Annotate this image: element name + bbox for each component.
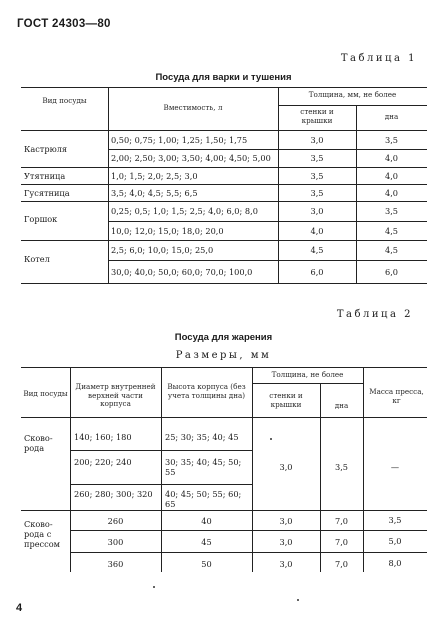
- table2-type: Сково-рода: [24, 433, 53, 453]
- table1-capacity: 10,0; 12,0; 15,0; 18,0; 20,0: [111, 226, 224, 236]
- table2-height: 40; 45; 50; 55; 60; 65: [165, 489, 242, 509]
- table2-mass: —: [390, 462, 400, 472]
- table1-bottom: 3,5: [384, 206, 399, 216]
- table2-bottom: 7,0: [334, 537, 349, 547]
- table2-diameter: 140; 160; 180: [74, 432, 132, 442]
- table2-header-height: Высота корпуса (без учета толщины дна): [167, 382, 246, 400]
- table2-header-bottom: дна: [334, 401, 349, 410]
- table2-bottom: 7,0: [334, 516, 349, 526]
- table2-walls: 3,0: [279, 537, 293, 547]
- table2-title: Посуда для жарения: [174, 332, 273, 343]
- table1-bottom: 4,0: [384, 171, 399, 181]
- table2-diameter: 260: [107, 516, 124, 526]
- table1-capacity: 0,50; 0,75; 1,00; 1,25; 1,50; 1,75: [111, 135, 248, 145]
- table1-walls: 4,5: [310, 245, 324, 255]
- table1-type: Утятница: [24, 171, 66, 181]
- table1-bottom: 4,0: [384, 153, 399, 163]
- table1-header-type: Вид посуды: [42, 96, 87, 105]
- table1-type: Котел: [24, 254, 50, 264]
- table1-type: Кастрюля: [24, 144, 68, 154]
- table1-header-capacity: Вместимость, л: [163, 103, 223, 112]
- table2-bottom: 7,0: [334, 559, 349, 569]
- table2-walls: 3,0: [279, 559, 293, 569]
- table2-header-thickness: Толщина, не более: [271, 370, 344, 379]
- table2-mass: 8,0: [388, 558, 402, 568]
- table2-height: 50: [201, 559, 212, 569]
- table2-mass: 3,5: [388, 515, 402, 525]
- table1-header-bottom: дна: [384, 112, 399, 121]
- table1-capacity: 2,5; 6,0; 10,0; 15,0; 25,0: [111, 245, 214, 255]
- table1-walls: 3,5: [310, 188, 324, 198]
- table1-capacity: 2,00; 2,50; 3,00; 3,50; 4,00; 4,50; 5,00: [111, 153, 271, 163]
- table1-title: Посуда для варки и тушения: [155, 72, 292, 83]
- table2-height: 25; 30; 35; 40; 45: [165, 432, 239, 442]
- table1-walls: 6,0: [310, 267, 324, 277]
- table1-header-walls: стенки и крышки: [300, 107, 334, 125]
- table2-diameter: 200; 220; 240: [74, 457, 132, 467]
- table1-capacity: 30,0; 40,0; 50,0; 60,0; 70,0; 100,0: [111, 267, 253, 277]
- table1-walls: 3,5: [310, 171, 324, 181]
- table2-header-mass: Масса пресса, кг: [369, 387, 424, 405]
- table2-type: Сково-рода с прессом: [24, 519, 61, 549]
- table2-diameter: 300: [107, 537, 124, 547]
- table1-bottom: 6,0: [384, 267, 399, 277]
- table1-type: Гусятница: [24, 188, 70, 198]
- table1-bottom: 4,5: [384, 226, 399, 236]
- table2-header-diameter: Диаметр внутренней верхней части корпуса: [75, 382, 156, 408]
- table1-capacity: 1,0; 1,5; 2,0; 2,5; 3,0: [111, 171, 198, 181]
- table2-subtitle: Размеры, мм: [175, 350, 272, 361]
- table1-label: Таблица 1: [340, 53, 417, 64]
- table2-header-walls: стенки и крышки: [269, 391, 303, 409]
- table1-walls: 3,5: [310, 153, 324, 163]
- table2-mass: 5,0: [388, 536, 402, 546]
- table1-bottom: 4,0: [384, 188, 399, 198]
- document-header: ГОСТ 24303—80: [17, 18, 111, 30]
- table2-height: 30; 35; 40; 45; 50; 55: [165, 457, 242, 477]
- page-number: 4: [16, 602, 23, 614]
- table1-header-thickness: Толщина, мм, не более: [308, 90, 397, 99]
- table1-walls: 3,0: [310, 135, 324, 145]
- table1-type: Горшок: [24, 214, 58, 224]
- table1-walls: 3,0: [310, 206, 324, 216]
- table1-capacity: 0,25; 0,5; 1,0; 1,5; 2,5; 4,0; 6,0; 8,0: [111, 206, 258, 216]
- table2-height: 40: [201, 516, 212, 526]
- table2-height: 45: [201, 537, 212, 547]
- table1-bottom: 4,5: [384, 245, 399, 255]
- table1-bottom: 3,5: [384, 135, 399, 145]
- table2-bottom: 3,5: [334, 462, 349, 472]
- table2-walls: 3,0: [279, 462, 293, 472]
- table2-diameter: 260; 280; 300; 320: [74, 489, 153, 499]
- table1-capacity: 3,5; 4,0; 4,5; 5,5; 6,5: [111, 188, 198, 198]
- table2-label: Таблица 2: [336, 309, 413, 320]
- table2-header-type: Вид посуды: [23, 389, 68, 398]
- table2-walls: 3,0: [279, 516, 293, 526]
- table1-walls: 4,0: [310, 226, 324, 236]
- table2-diameter: 360: [107, 559, 124, 569]
